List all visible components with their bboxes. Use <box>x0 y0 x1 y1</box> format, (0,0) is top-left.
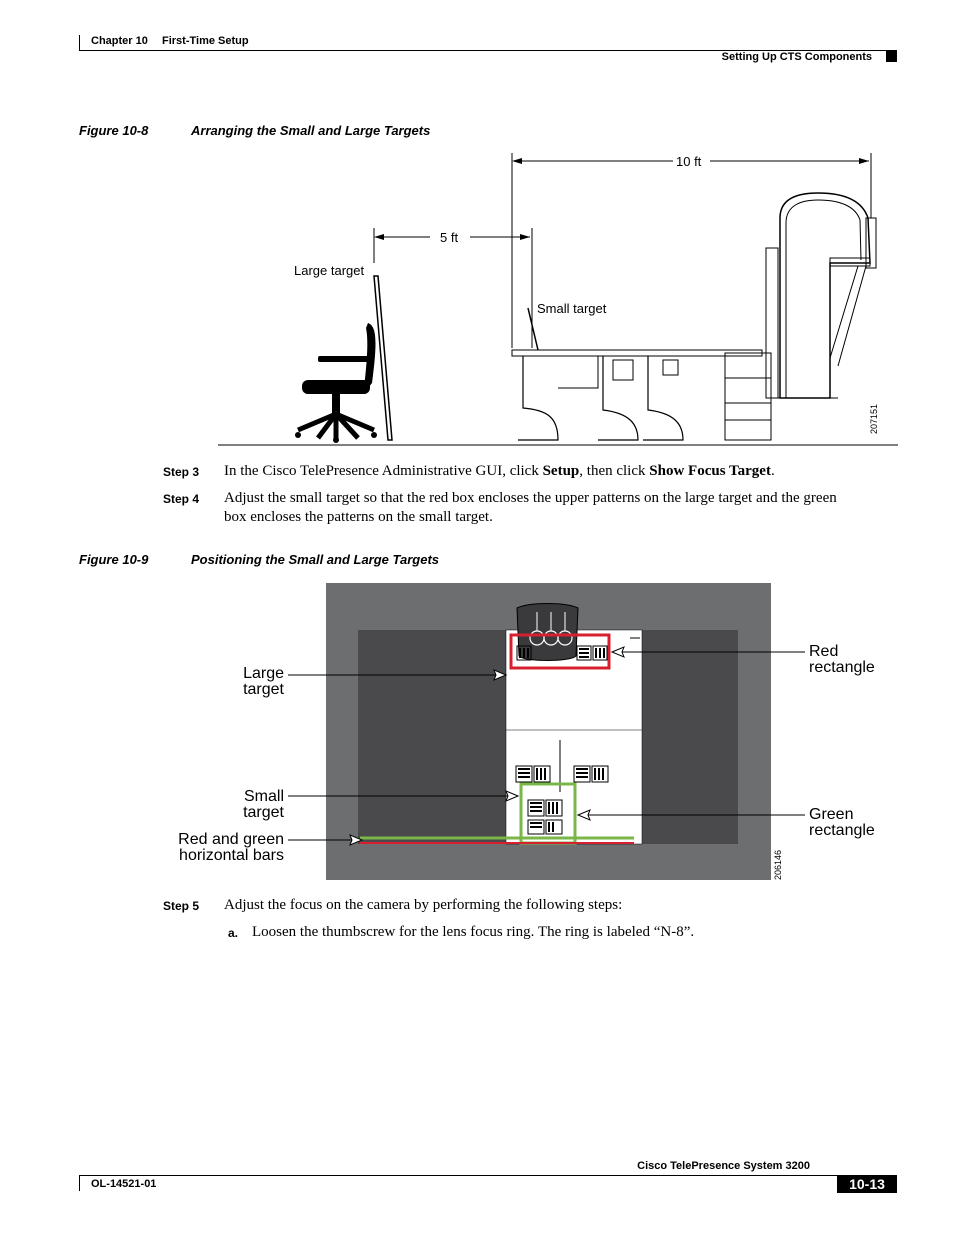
figure1-5ft-label: 5 ft <box>440 230 459 245</box>
figure2-illustration <box>160 582 875 882</box>
header-chapter-title: First-Time Setup <box>162 35 249 47</box>
page-header <box>0 0 954 70</box>
setup-menu-ref: Setup <box>542 463 580 479</box>
figure1-small-target-label: Small target <box>537 301 607 316</box>
figure1-number: Figure 10-8 <box>79 123 149 138</box>
footer-product: Cisco TelePresence System 3200 <box>637 1160 810 1172</box>
figure1-id: 207151 <box>869 403 879 434</box>
show-focus-target-ref: Show Focus Target <box>649 463 771 479</box>
step3-text-2: , then click <box>579 463 650 479</box>
step4-label: Step 4 <box>163 492 200 506</box>
page-footer <box>0 1150 954 1210</box>
figure2-number: Figure 10-9 <box>79 552 149 567</box>
step4-line-1: Adjust the small target so that the red box encloses the upper patterns on the large target and the green <box>224 490 837 506</box>
step3-text-3: . <box>770 463 775 479</box>
green-rectangle-callout: Green rectangle <box>809 806 875 839</box>
step5-sub-text: Loosen the thumbscrew for the lens focus ring. The ring is labeled “N-8”. <box>252 924 695 940</box>
red-rectangle-callout: Red rectangle <box>809 643 875 676</box>
step4-line-2: box encloses the patterns on the small target. <box>224 509 493 525</box>
figure1-10ft-label: 10 ft <box>676 154 702 169</box>
footer-doc-id: OL-14521-01 <box>91 1178 157 1190</box>
figure2-id: 206146 <box>773 849 783 880</box>
step3-text-1: In the Cisco TelePresence Administrative GUI, click <box>224 463 543 479</box>
step5-sub-label: a. <box>228 926 239 940</box>
step3-label: Step 3 <box>163 465 200 479</box>
header-section: Setting Up CTS Components <box>721 51 872 63</box>
small-target-callout: Small target <box>243 788 284 821</box>
header-chapter: Chapter 10 <box>91 35 148 47</box>
step3-text <box>224 462 899 481</box>
step4-text <box>224 489 904 527</box>
figure1-drawing <box>218 148 898 448</box>
figure2-title: Positioning the Small and Large Targets <box>191 552 440 567</box>
figure1-title: Arranging the Small and Large Targets <box>191 123 431 138</box>
header-left-rule <box>79 35 80 51</box>
header-block <box>886 51 897 62</box>
footer-left-rule <box>79 1175 80 1191</box>
horizontal-bars-callout: Red and green horizontal bars <box>178 831 284 864</box>
figure1-large-target-label: Large target <box>294 263 365 278</box>
step5-text: Adjust the focus on the camera by performing the following steps: <box>224 897 623 913</box>
large-target-callout: Large target <box>243 665 284 698</box>
page-number: 10-13 <box>837 1175 897 1193</box>
footer-rule <box>79 1175 897 1176</box>
figure1-illustration <box>218 148 898 448</box>
step5-label: Step 5 <box>163 899 200 913</box>
